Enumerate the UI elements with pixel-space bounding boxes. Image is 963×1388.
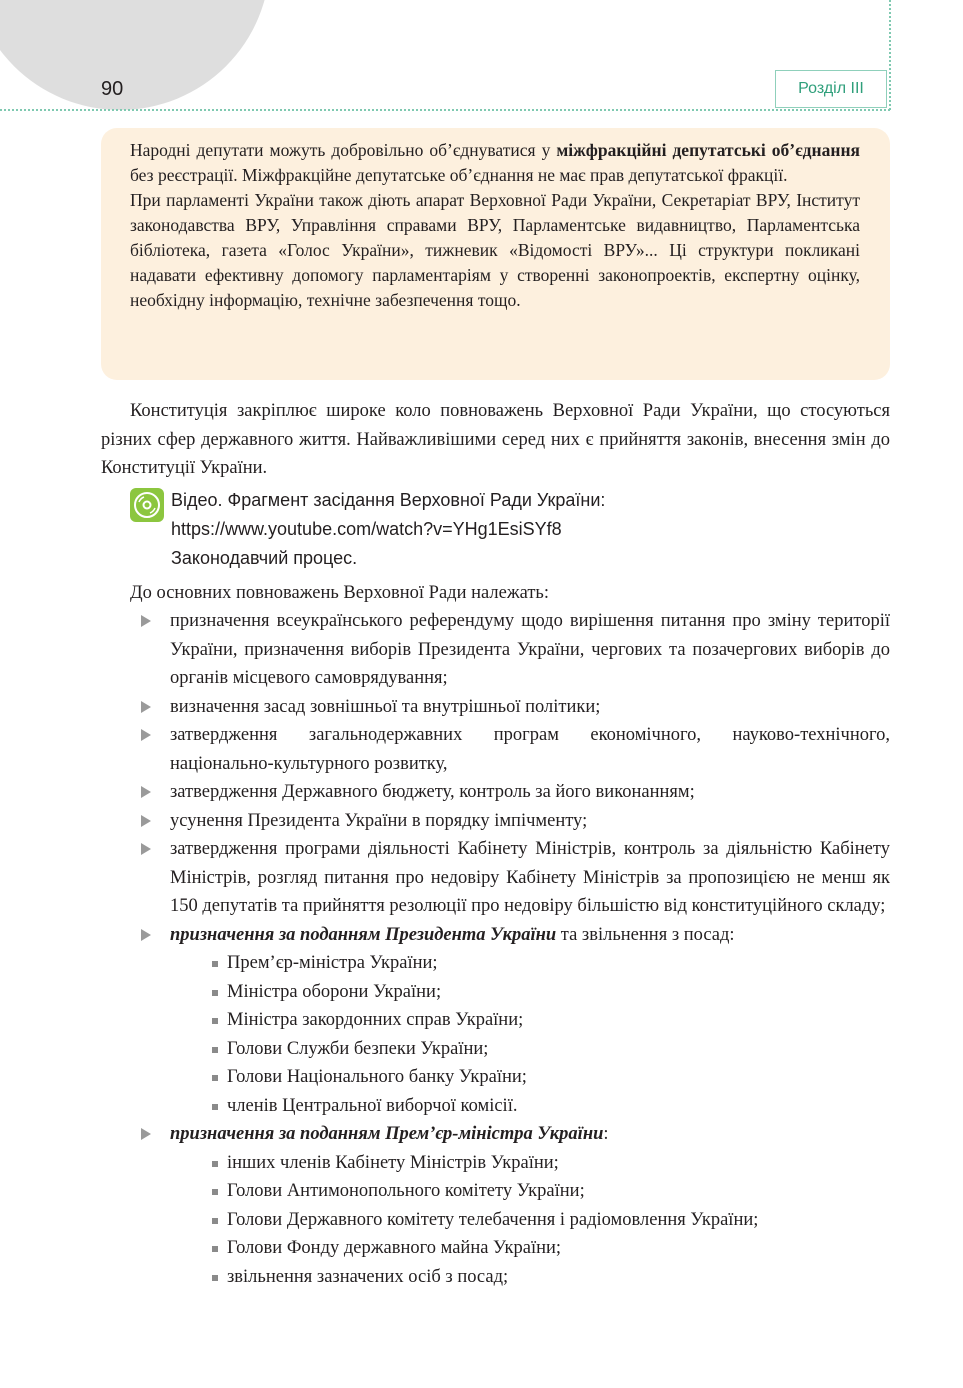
sub-list-item bbox=[101, 1092, 890, 1121]
sub-list-item-text: Прем’єр-міністра України; bbox=[227, 953, 438, 973]
square-bullet-icon bbox=[212, 1047, 218, 1053]
main-content bbox=[101, 397, 890, 1291]
sub-list-item-text: Голови Національного банку України; bbox=[227, 1067, 527, 1087]
pm-item-bold: призначення за поданням Прем’єр-міністра України bbox=[170, 1124, 604, 1144]
square-bullet-icon bbox=[212, 1275, 218, 1281]
sub-list-item-text: Міністра закордонних справ України; bbox=[227, 1010, 524, 1030]
intro-paragraph: Конституція закріплює широке коло повноважень Верховної Ради України, що стосуються різних сфер державного життя. Найважливішими серед них є прийняття законів, внесення змін до Конституції України. bbox=[101, 401, 890, 478]
square-bullet-icon bbox=[212, 961, 218, 967]
list-item-text: визначення засад зовнішньої та внутрішньої політики; bbox=[170, 696, 601, 717]
sub-list-item-text: Голови Фонду державного майна України; bbox=[227, 1238, 562, 1258]
square-bullet-icon bbox=[212, 1189, 218, 1195]
list-item-text: затвердження Державного бюджету, контроль за його виконанням; bbox=[170, 782, 695, 802]
pm-sublist bbox=[101, 1149, 890, 1292]
list-item-text: усунення Президента України в порядку імпічменту; bbox=[170, 810, 588, 831]
sub-list-item bbox=[101, 978, 890, 1007]
list-item bbox=[101, 835, 890, 921]
page-number: 90 bbox=[101, 78, 124, 100]
triangle-bullet-icon bbox=[141, 729, 151, 741]
triangle-bullet-icon bbox=[141, 1128, 151, 1140]
sub-list-item bbox=[101, 1149, 890, 1178]
sub-list-item-text: інших членів Кабінету Міністрів України; bbox=[227, 1152, 559, 1173]
section-label: Розділ III bbox=[775, 70, 887, 108]
president-item-rest: та звільнення з посад: bbox=[556, 924, 735, 945]
powers-intro: До основних повноважень Верховної Ради належать: bbox=[130, 582, 550, 603]
list-item-text: затвердження програми діяльності Кабінету Міністрів, контроль за діяльністю Кабінету Міністрів, розгляд питання про недовіру Кабінету Міністрів за пропозицією не менш як 150 депутатів та прийняття резолюції про недовіру більшістю від конституційного складу; bbox=[170, 839, 890, 916]
info-paragraph-1 bbox=[130, 138, 860, 188]
triangle-bullet-icon bbox=[141, 786, 151, 798]
video-title: Відео. Фрагмент засідання Верховної Ради України: bbox=[171, 489, 606, 510]
sub-list-item bbox=[101, 1035, 890, 1064]
sub-list-item-text: Голови Державного комітету телебачення і радіомовлення України; bbox=[227, 1209, 759, 1230]
disc-icon bbox=[130, 488, 164, 522]
pm-item-rest: : bbox=[603, 1124, 609, 1144]
sub-list-item-text: Голови Служби безпеки України; bbox=[227, 1038, 489, 1059]
list-item-prime-minister bbox=[101, 1120, 890, 1291]
info-box bbox=[101, 128, 890, 380]
list-item-text: затвердження загальнодержавних програм економічного, науково-технічного, національно-культурного розвитку, bbox=[170, 725, 890, 774]
square-bullet-icon bbox=[212, 1218, 218, 1224]
list-item-text: призначення всеукраїнського референдуму щодо вирішення питання про зміну території України, призначення виборів Президента України, чергових та позачергових виборів до органів місцевого самоврядування; bbox=[170, 611, 890, 688]
sub-list-item bbox=[101, 1006, 890, 1035]
corner-decoration bbox=[0, 0, 270, 110]
triangle-bullet-icon bbox=[141, 815, 151, 827]
square-bullet-icon bbox=[212, 990, 218, 996]
info-bold-term: міжфракційні депутатські об’єднання bbox=[556, 140, 860, 160]
sub-list-item bbox=[101, 1063, 890, 1092]
list-item bbox=[101, 807, 890, 836]
triangle-bullet-icon bbox=[141, 929, 151, 941]
header-divider bbox=[0, 109, 890, 111]
sub-list-item bbox=[101, 1177, 890, 1206]
sub-list-item bbox=[101, 1206, 890, 1235]
info-text: Народні депутати можуть добровільно об’єднуватися у bbox=[130, 140, 557, 160]
list-item bbox=[101, 607, 890, 693]
triangle-bullet-icon bbox=[141, 615, 151, 627]
info-paragraph-2: При парламенті України також діють апарат Верховної Ради України, Секретаріат ВРУ, Інститут законодавства ВРУ, Управління справами ВРУ, Парламентське видавництво, Парламентська бібліотека, газета «Голос України», тижневик «Відомості ВРУ»... Ці структури покликані надавати ефективну допомогу парламентаріям у створенні законопроектів, експертну оцінку, необхідну інформацію, технічне забезпечення тощо. bbox=[130, 190, 860, 310]
triangle-bullet-icon bbox=[141, 701, 151, 713]
president-sublist bbox=[101, 949, 890, 1120]
list-item-president bbox=[101, 921, 890, 1121]
sub-list-item-text: звільнення зазначених осіб з посад; bbox=[227, 1266, 509, 1287]
sub-list-item bbox=[101, 1263, 890, 1292]
sub-list-item bbox=[101, 1234, 890, 1263]
square-bullet-icon bbox=[212, 1104, 218, 1110]
sub-list-item-text: Голови Антимонопольного комітету України; bbox=[227, 1181, 585, 1201]
sub-list-item-text: членів Центральної виборчої комісії. bbox=[227, 1095, 518, 1116]
list-item bbox=[101, 778, 890, 807]
video-link[interactable]: https://www.youtube.com/watch?v=YHg1EsiSYf8 bbox=[171, 518, 562, 539]
list-item bbox=[101, 693, 890, 722]
sub-list-item-text: Міністра оборони України; bbox=[227, 981, 442, 1002]
margin-divider bbox=[889, 0, 891, 110]
square-bullet-icon bbox=[212, 1075, 218, 1081]
sub-list-item bbox=[101, 949, 890, 978]
triangle-bullet-icon bbox=[141, 843, 151, 855]
powers-list bbox=[101, 607, 890, 1291]
video-reference bbox=[101, 486, 890, 573]
president-item-bold: призначення за поданням Президента України bbox=[170, 924, 557, 945]
info-text: без реєстрації. Міжфракційне депутатське об’єднання не має прав депутатської фракції. bbox=[130, 165, 788, 185]
square-bullet-icon bbox=[212, 1161, 218, 1167]
video-caption: Законодавчий процес. bbox=[171, 547, 358, 568]
square-bullet-icon bbox=[212, 1018, 218, 1024]
list-item bbox=[101, 721, 890, 778]
square-bullet-icon bbox=[212, 1246, 218, 1252]
